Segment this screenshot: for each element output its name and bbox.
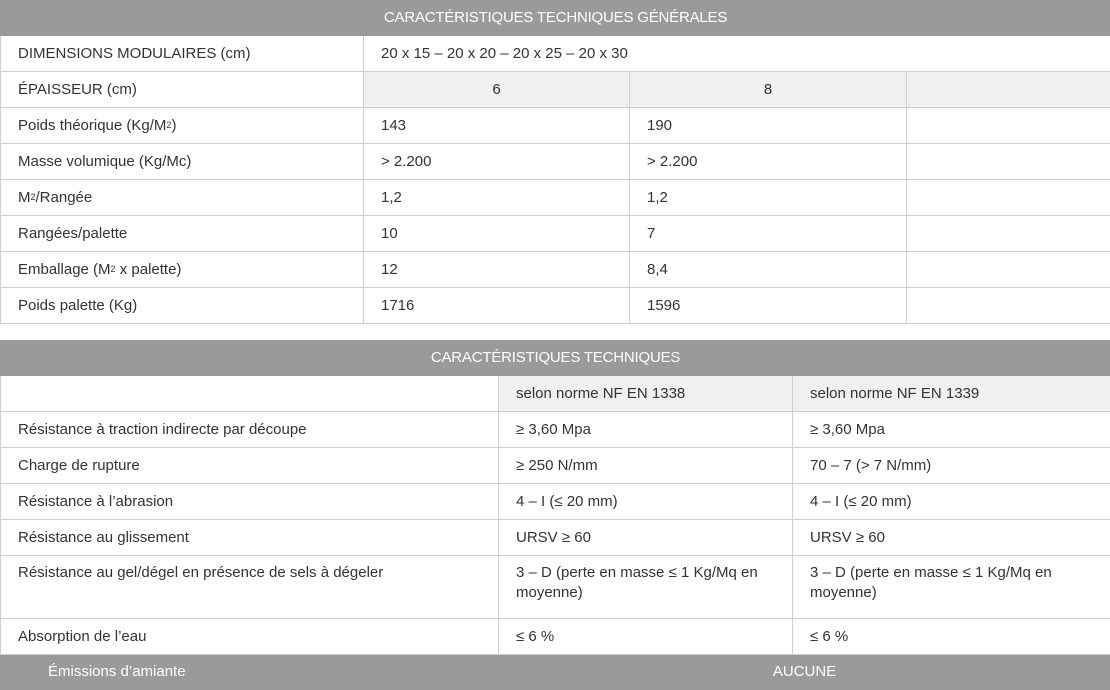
technical-specs-title: CARACTÉRISTIQUES TECHNIQUES (1, 341, 1110, 376)
general-spec-empty-cell (907, 216, 1110, 252)
general-spec-empty-cell (907, 144, 1110, 180)
norm-1339: selon norme NF EN 1339 (793, 376, 1110, 412)
label-text-suffix: x palette) (116, 261, 182, 278)
thickness-label: ÉPAISSEUR (cm) (1, 72, 364, 108)
general-spec-row (1, 288, 1110, 324)
technical-spec-value-2: 70 – 7 (> 7 N/mm) (793, 448, 1110, 484)
thickness-empty-cell (907, 72, 1110, 108)
technical-spec-value-2: 4 – I (≤ 20 mm) (793, 484, 1110, 520)
technical-spec-label: Charge de rupture (1, 448, 499, 484)
technical-specs-table (0, 340, 1110, 690)
general-spec-empty-cell (907, 180, 1110, 216)
dimensions-value: 20 x 15 – 20 x 20 – 20 x 25 – 20 x 30 (364, 36, 1110, 72)
general-spec-label (1, 252, 364, 288)
general-spec-label (1, 216, 364, 252)
general-spec-value-1: 12 (364, 252, 630, 288)
general-spec-value-1: 1,2 (364, 180, 630, 216)
general-spec-row (1, 216, 1110, 252)
dimensions-label: DIMENSIONS MODULAIRES (cm) (1, 36, 364, 72)
general-spec-value-1: > 2.200 (364, 144, 630, 180)
general-spec-value-2: 8,4 (630, 252, 907, 288)
general-spec-value-1: 1716 (364, 288, 630, 324)
technical-spec-row (1, 556, 1110, 619)
label-superscript: 2 (31, 192, 36, 202)
thickness-8: 8 (630, 72, 907, 108)
general-spec-label (1, 180, 364, 216)
technical-spec-value-1: 3 – D (perte en masse ≤ 1 Kg/Mq en moyenne) (499, 556, 793, 619)
label-superscript: 2 (111, 264, 116, 274)
label-text: Emballage (M (18, 261, 111, 278)
asbestos-label: Émissions d’amiante (1, 655, 499, 690)
general-spec-value-2: 7 (630, 216, 907, 252)
general-spec-label (1, 144, 364, 180)
general-spec-value-1: 10 (364, 216, 630, 252)
norm-header-empty (1, 376, 499, 412)
general-spec-label (1, 288, 364, 324)
general-specs-table (0, 0, 1110, 324)
general-spec-value-2: > 2.200 (630, 144, 907, 180)
asbestos-value: AUCUNE (499, 655, 1110, 690)
general-spec-value-2: 190 (630, 108, 907, 144)
label-text: Poids palette (Kg) (18, 297, 137, 314)
general-spec-empty-cell (907, 252, 1110, 288)
general-spec-empty-cell (907, 108, 1110, 144)
technical-spec-value-1: 4 – I (≤ 20 mm) (499, 484, 793, 520)
label-text: Rangées/palette (18, 225, 127, 242)
technical-spec-row (1, 448, 1110, 484)
technical-spec-row (1, 412, 1110, 448)
general-spec-value-1: 143 (364, 108, 630, 144)
technical-spec-label: Absorption de l’eau (1, 619, 499, 655)
technical-spec-value-2: ≥ 3,60 Mpa (793, 412, 1110, 448)
technical-spec-value-1: ≥ 250 N/mm (499, 448, 793, 484)
technical-spec-value-1: ≥ 3,60 Mpa (499, 412, 793, 448)
technical-spec-value-1: ≤ 6 % (499, 619, 793, 655)
technical-spec-label: Résistance à traction indirecte par découpe (1, 412, 499, 448)
technical-spec-label: Résistance à l’abrasion (1, 484, 499, 520)
technical-spec-label: Résistance au gel/dégel en présence de sels à dégeler (1, 556, 499, 619)
general-spec-row (1, 180, 1110, 216)
technical-spec-row (1, 619, 1110, 655)
technical-spec-value-2: URSV ≥ 60 (793, 520, 1110, 556)
thickness-6: 6 (364, 72, 630, 108)
general-spec-value-2: 1,2 (630, 180, 907, 216)
general-specs-title: CARACTÉRISTIQUES TECHNIQUES GÉNÉRALES (1, 1, 1110, 36)
label-text-suffix: /Rangée (36, 189, 93, 206)
technical-spec-row (1, 520, 1110, 556)
technical-spec-label: Résistance au glissement (1, 520, 499, 556)
general-spec-value-2: 1596 (630, 288, 907, 324)
label-superscript: 2 (166, 120, 171, 130)
general-spec-row (1, 252, 1110, 288)
label-text: Masse volumique (Kg/Mc) (18, 153, 191, 170)
label-text: Poids théorique (Kg/M (18, 117, 166, 134)
technical-spec-value-2: 3 – D (perte en masse ≤ 1 Kg/Mq en moyenne) (793, 556, 1110, 619)
technical-spec-row (1, 484, 1110, 520)
general-spec-row (1, 144, 1110, 180)
label-text-suffix: ) (171, 117, 176, 134)
technical-spec-value-1: URSV ≥ 60 (499, 520, 793, 556)
general-spec-label (1, 108, 364, 144)
norm-1338: selon norme NF EN 1338 (499, 376, 793, 412)
label-text: M (18, 189, 31, 206)
general-spec-empty-cell (907, 288, 1110, 324)
general-spec-row (1, 108, 1110, 144)
technical-spec-value-2: ≤ 6 % (793, 619, 1110, 655)
